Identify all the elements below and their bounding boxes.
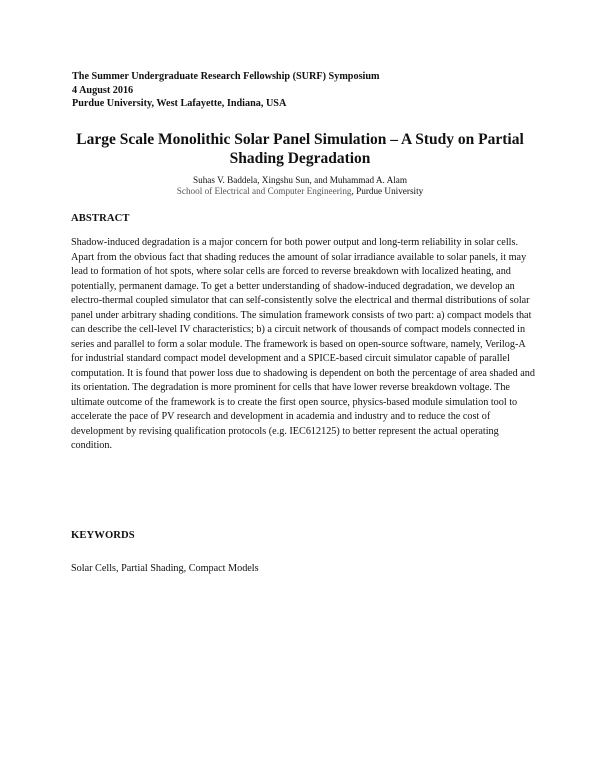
affiliation-separator: , — [351, 186, 357, 196]
symposium-location: Purdue University, West Lafayette, Indiana, USA — [72, 98, 287, 109]
symposium-header — [72, 70, 380, 111]
abstract-text: Shadow-induced degradation is a major concern for both power output and long-term reliability in solar cells. Apart from the obvious fact that shading reduces the amount of solar irradiance available to solar panels, it may lead to formation of hot spots, where solar cells are forced to reverse breakdown with localized heating, and potentially, permanent damage. To get a better understanding of shadow-induced degradation, we develop an electro-thermal coupled simulator that can self-consistently solve the electrical and thermal distributions of solar panel under arbitrary shading conditions. The simulation framework consists of two part: a) compact models that can describe the cell-level IV characteristics; b) a circuit network of thousands of compact models connected in series and parallel to form a solar module. The framework is based on open-source software, namely, Verilog-A for industrial standard compact model development and a SPICE-based circuit simulator capable of parallel computation. It is found that power loss due to shadowing is dependent on both the percentage of area shaded and its orientation. The degradation is more prominent for cells that have lower reverse breakdown voltage. The ultimate outcome of the framework is to create the first open source, physics-based module simulation tool to accelerate the pace of PV research and development in academia and industry and to reduce the cost of development by revising qualification protocols (e.g. IEC612125) to better represent the actual operating condition. — [71, 237, 535, 451]
paper-affiliation — [60, 185, 540, 197]
symposium-date: 4 August 2016 — [72, 84, 134, 96]
affiliation-department: School of Electrical and Computer Engineering — [176, 186, 352, 196]
keywords-text: Solar Cells, Partial Shading, Compact Models — [71, 563, 259, 574]
abstract-heading: ABSTRACT — [71, 213, 130, 224]
symposium-name: The Summer Undergraduate Research Fellowship (SURF) Symposium — [72, 71, 380, 82]
keywords-heading: KEYWORDS — [71, 530, 135, 541]
affiliation-university: Purdue University — [356, 186, 424, 196]
paper-title: Large Scale Monolithic Solar Panel Simulation – A Study on Partial Shading Degradation — [76, 131, 524, 167]
paper-authors: Suhas V. Baddela, Xingshu Sun, and Muhammad A. Alam — [192, 175, 408, 185]
